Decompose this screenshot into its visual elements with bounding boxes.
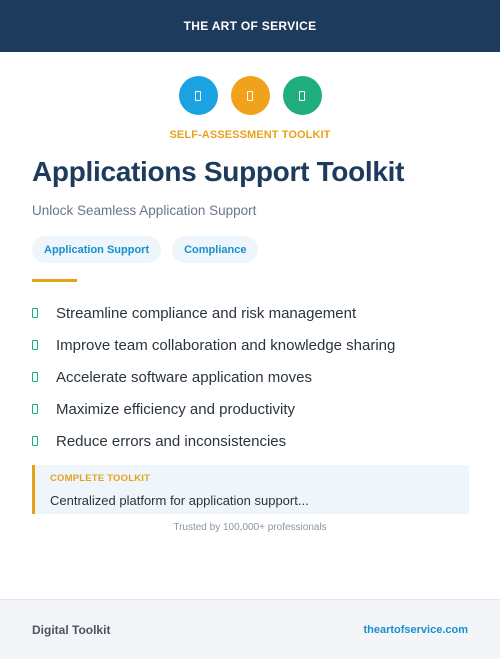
accent-divider	[32, 279, 77, 282]
tag-list	[32, 236, 258, 263]
page-subtitle: Unlock Seamless Application Support	[32, 203, 257, 218]
benefit-text: Accelerate software application moves	[56, 368, 312, 386]
benefit-text: Reduce errors and inconsistencies	[56, 432, 287, 450]
footer-label: Digital Toolkit	[32, 622, 111, 637]
benefit-text: Improve team collaboration and knowledge sharing	[56, 336, 396, 354]
document-icon	[283, 76, 322, 115]
tag-application-support[interactable]: Application Support	[32, 236, 161, 263]
benefit-item	[32, 425, 395, 457]
document-icon	[179, 76, 218, 115]
benefit-item	[32, 297, 395, 329]
benefit-item	[32, 393, 395, 425]
check-icon	[32, 340, 38, 350]
benefit-text: Maximize efficiency and productivity	[56, 400, 295, 418]
tag-compliance[interactable]: Compliance	[172, 236, 258, 263]
check-icon	[32, 436, 38, 446]
benefit-text: Streamline compliance and risk management	[56, 304, 357, 322]
document-icon-glyph	[299, 91, 305, 101]
icon-row	[0, 76, 500, 115]
callout-label: COMPLETE TOOLKIT	[50, 473, 151, 484]
toolkit-callout	[32, 465, 469, 514]
header-bar	[0, 0, 500, 52]
document-icon-glyph	[247, 91, 253, 101]
benefit-list	[32, 297, 395, 457]
check-icon	[32, 372, 38, 382]
document-icon	[231, 76, 270, 115]
brand-title: THE ART OF SERVICE	[183, 19, 317, 33]
document-icon-glyph	[195, 91, 201, 101]
check-icon	[32, 308, 38, 318]
footer-bar	[0, 599, 500, 659]
benefit-item	[32, 329, 395, 361]
footer-website-link[interactable]: theartofservice.com	[363, 623, 468, 636]
trust-note: Trusted by 100,000+ professionals	[173, 522, 327, 533]
callout-text: Centralized platform for application support...	[50, 493, 309, 508]
benefit-item	[32, 361, 395, 393]
eyebrow-label: SELF-ASSESSMENT TOOLKIT	[169, 129, 331, 141]
check-icon	[32, 404, 38, 414]
page-title: Applications Support Toolkit	[32, 156, 405, 187]
